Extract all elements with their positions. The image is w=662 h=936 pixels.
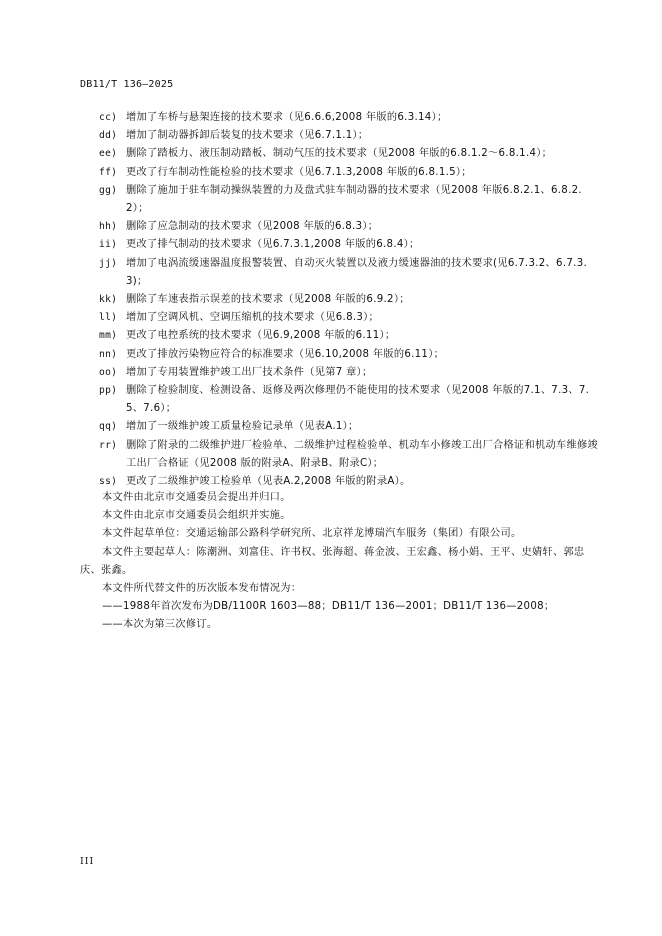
list-item-label: qq) [99,421,118,433]
list-item-text: 更改了电控系统的技术要求（见6.9,2008 年版的6.11）； [126,330,396,342]
list-item [99,182,604,218]
organized-by-statement: 本文件由北京市交通委员会组织并实施。 [102,510,291,522]
list-item-text: 更改了二级维护竣工检验单（见表A.2,2008 年版的附录A）。 [126,476,411,488]
history-intro: 本文件所代替文件的历次版本发布情况为： [102,583,302,595]
list-item-label: dd) [99,130,118,142]
header-rule [80,96,582,97]
document-code-header: DB11/T 136—2025 [80,79,174,90]
list-item-text: 更改了行车制动性能检验的技术要求（见6.7.1.3,2008 年版的6.8.1.5）； [126,166,472,178]
list-item-label: ii) [99,239,118,251]
list-item-text: 删除了附录的二级维护进厂检验单、二级维护过程检验单、机动车小修竣工出厂合格证和机动车维修竣工出厂合格证（见2008 版的附录A、附录B、附录C）； [126,439,598,469]
drafting-units-statement: 本文件起草单位：交通运输部公路科学研究所、北京祥龙博瑞汽车服务（集团）有限公司。 [102,528,522,540]
list-item [99,327,604,345]
list-item-label: oo) [99,366,118,378]
list-item [99,218,604,236]
list-item [99,145,604,163]
list-item [99,437,604,473]
list-item-text: 增加了车桥与悬架连接的技术要求（见6.6.6,2008 年版的6.3.14）； [126,112,448,123]
list-item-label: ee) [99,148,118,160]
list-item [99,109,604,127]
list-item-text: 删除了车速表指示误差的技术要求（见2008 年版的6.9.2）； [126,294,410,306]
list-item [99,255,604,291]
list-item-label: ss) [99,476,118,488]
foreword-section [80,489,600,635]
list-item [99,127,604,145]
list-item-text: 增加了电涡流缓速器温度报警装置、自动灭火装置以及液力缓速器油的技术要求(见6.7.3.2、6.7.3.3)； [126,257,588,287]
change-list [99,109,604,491]
list-item-label: cc) [99,112,118,123]
list-item-label: ll) [99,312,118,324]
list-item-label: kk) [99,294,118,306]
list-item-label: hh) [99,221,118,233]
list-item-label: rr) [99,439,118,451]
list-item-text: 更改了排放污染物应符合的标准要求（见6.10,2008 年版的6.11）； [126,348,445,360]
list-item [99,291,604,309]
list-item [99,236,604,254]
history-entry-1: ——1988年首次发布为DB/1100R 1603—88；DB11/T 136—2001；DB11/T 136—2008； [102,601,555,613]
list-item-text: 更改了排气制动的技术要求（见6.7.3.1,2008 年版的6.8.4）； [126,239,420,251]
list-item [99,164,604,182]
page-number: III [80,856,95,867]
drafters-statement: 本文件主要起草人：陈潮洲、刘富佳、许书权、张海超、蒋金波、王宏鑫、杨小娟、王平、史婧轩、郭忠庆、张鑫。 [80,546,585,576]
list-item-text: 删除了检验制度、检测设备、返修及两次修理仍不能使用的技术要求（见2008 年版的7.1、7.3、7.5、7.6）； [126,385,590,415]
list-item [99,309,604,327]
list-item [99,364,604,382]
list-item-text: 增加了制动器拆卸后装复的技术要求（见6.7.1.1）； [126,130,369,142]
list-item-label: gg) [99,184,118,196]
list-item-text: 增加了空调风机、空调压缩机的技术要求（见6.8.3）； [126,312,380,324]
list-item-text: 删除了踏板力、液压制动踏板、制动气压的技术要求（见2008 年版的6.8.1.2～6.8.1.4）； [126,148,553,160]
list-item [99,346,604,364]
proposed-by-statement: 本文件由北京市交通委员会提出并归口。 [102,492,291,503]
list-item-text: 删除了应急制动的技术要求（见2008 年版的6.8.3）； [126,221,379,233]
list-item-text: 增加了专用装置维护竣工出厂技术条件（见第7 章）； [126,366,373,378]
list-item-label: jj) [99,257,118,269]
list-item [99,418,604,436]
list-item-label: nn) [99,348,118,360]
history-entry-2: ——本次为第三次修订。 [102,619,218,631]
list-item [99,382,604,418]
list-item-label: ff) [99,166,118,178]
list-item-text: 增加了一级维护竣工质量检验记录单（见表A.1）； [126,421,359,433]
list-item-label: pp) [99,385,118,397]
list-item-text: 删除了施加于驻车制动操纵装置的力及盘式驻车制动器的技术要求（见2008 年版6.8.2.1、6.8.2.2）； [126,184,582,215]
list-item-label: mm) [99,330,118,342]
